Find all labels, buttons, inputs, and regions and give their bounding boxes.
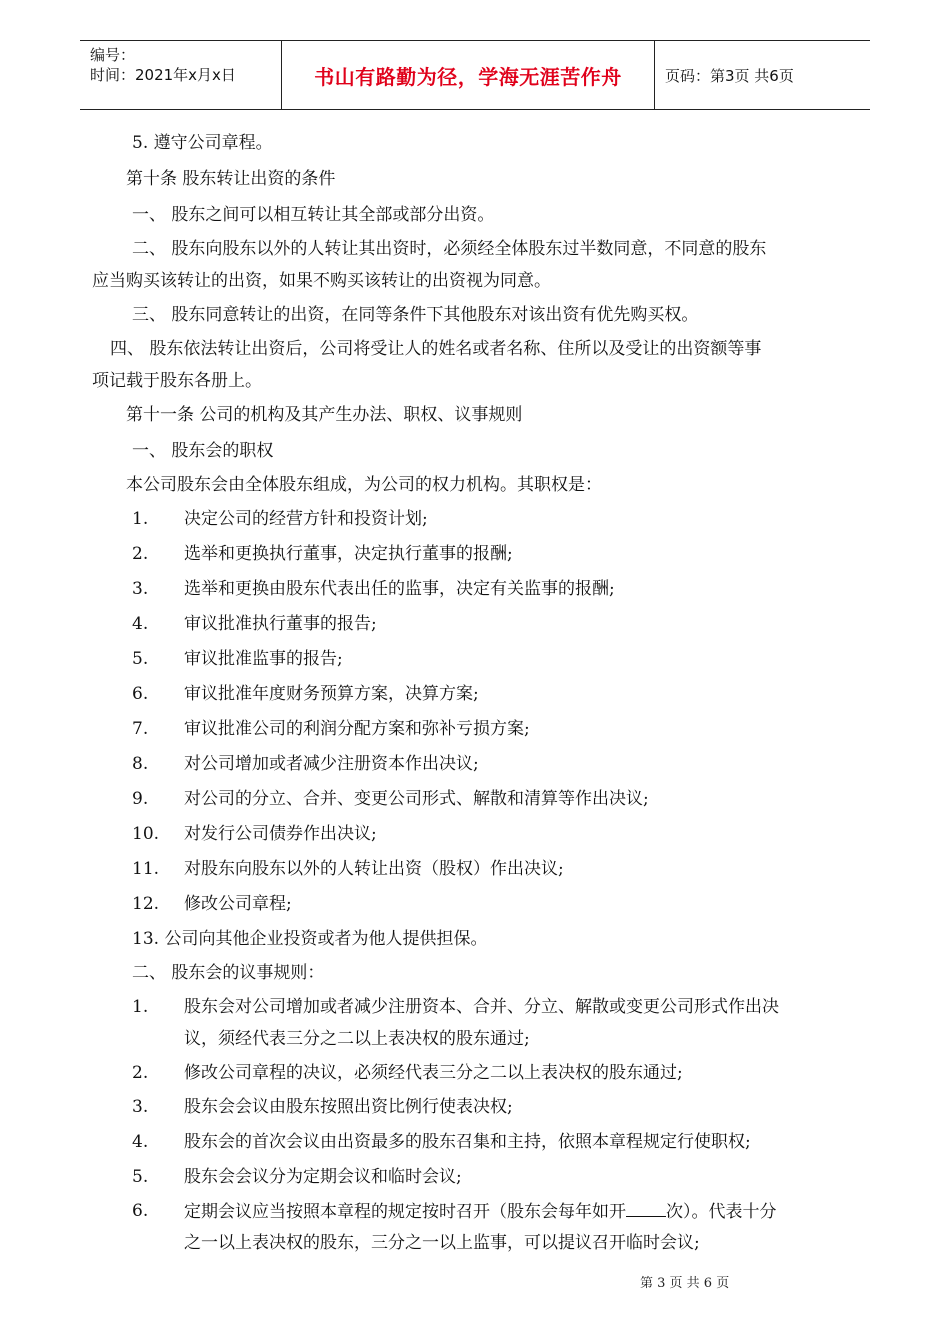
text-line: 三、 股东同意转让的出资，在同等条件下其他股东对该出资有优先购买权。 — [132, 305, 699, 325]
list-item: 股东会会议由股东按照出资比例行使表决权; — [184, 1097, 513, 1117]
list-item: 审议批准公司的利润分配方案和弥补亏损方案; — [184, 719, 530, 739]
header-motto: 书山有路勤为径，学海无涯苦作舟 — [282, 41, 655, 109]
list-item: 选举和更换由股东代表出任的监事，决定有关监事的报酬; — [184, 579, 615, 599]
list-number: 4. — [132, 1132, 149, 1152]
list-number: 3. — [132, 1097, 149, 1117]
list-item: 对发行公司债券作出决议; — [184, 824, 377, 844]
list-item-continuation: 议，须经代表三分之二以上表决权的股东通过; — [184, 1029, 530, 1049]
header-page-label: 页码：第3页 共6页 — [665, 66, 794, 85]
text-line: 四、 股东依法转让出资后，公司将受让人的姓名或者名称、住所以及受让的出资额等事 — [110, 339, 762, 359]
list-item-continuation: 之一以上表决权的股东，三分之一以上监事，可以提议召开临时会议; — [184, 1233, 700, 1253]
list-number: 6. — [132, 1201, 149, 1221]
list-item: 决定公司的经营方针和投资计划; — [184, 509, 428, 529]
list-number: 10. — [132, 824, 160, 844]
list-number: 4. — [132, 614, 149, 634]
list-number: 1. — [132, 997, 149, 1017]
text-line: 二、 股东向股东以外的人转让其出资时，必须经全体股东过半数同意，不同意的股东 — [132, 239, 767, 259]
header-meta-cell — [80, 41, 282, 109]
article-heading: 第十条 股东转让出资的条件 — [126, 169, 336, 189]
document-time-label: 时间：2021年x月x日 — [90, 66, 236, 84]
list-item: 对公司的分立、合并、变更公司形式、解散和清算等作出决议; — [184, 789, 649, 809]
list-item: 审议批准监事的报告; — [184, 649, 343, 669]
article-heading: 第十一条 公司的机构及其产生办法、职权、议事规则 — [126, 405, 523, 425]
list-item: 修改公司章程; — [184, 894, 292, 914]
page-header-table — [80, 40, 870, 110]
list-item — [184, 1200, 777, 1223]
list-number: 9. — [132, 789, 149, 809]
list-item: 股东会会议分为定期会议和临时会议; — [184, 1167, 462, 1187]
list-number: 2. — [132, 544, 149, 564]
list-item: 对公司增加或者减少注册资本作出决议; — [184, 754, 479, 774]
page-footer: 第 3 页 共 6 页 — [640, 1276, 730, 1291]
document-number-label: 编号： — [90, 46, 136, 64]
list-number: 5. — [132, 1167, 149, 1187]
text-line: 应当购买该转让的出资，如果不购买该转让的出资视为同意。 — [92, 271, 551, 291]
text-line: 5. 遵守公司章程。 — [132, 133, 273, 153]
list-number: 8. — [132, 754, 149, 774]
list-number: 3. — [132, 579, 149, 599]
list-number: 7. — [132, 719, 149, 739]
blank-underline — [626, 1200, 666, 1217]
text-line: 项记载于股东各册上。 — [92, 371, 262, 391]
list-item: 审议批准执行董事的报告; — [184, 614, 377, 634]
list-item: 对股东向股东以外的人转让出资（股权）作出决议; — [184, 859, 564, 879]
list-number: 11. — [132, 859, 160, 879]
list-item: 股东会对公司增加或者减少注册资本、合并、分立、解散或变更公司形式作出决 — [184, 997, 779, 1017]
text-line: 本公司股东会由全体股东组成，为公司的权力机构。其职权是： — [126, 475, 602, 495]
list-item: 修改公司章程的决议，必须经代表三分之二以上表决权的股东通过; — [184, 1063, 683, 1083]
text-line: 二、 股东会的议事规则： — [132, 963, 325, 983]
text-line: 一、 股东之间可以相互转让其全部或部分出资。 — [132, 205, 495, 225]
rule6-text-part1: 定期会议应当按照本章程的规定按时召开（股东会每年如开 — [184, 1202, 626, 1222]
list-number: 6. — [132, 684, 149, 704]
list-item: 审议批准年度财务预算方案，决算方案; — [184, 684, 479, 704]
list-number: 12. — [132, 894, 160, 914]
text-line: 13. 公司向其他企业投资或者为他人提供担保。 — [132, 929, 488, 949]
list-item: 选举和更换执行董事，决定执行董事的报酬; — [184, 544, 513, 564]
list-number: 2. — [132, 1063, 149, 1083]
list-item: 股东会的首次会议由出资最多的股东召集和主持，依照本章程规定行使职权; — [184, 1132, 751, 1152]
list-number: 1. — [132, 509, 149, 529]
list-number: 5. — [132, 649, 149, 669]
rule6-text-part2: 次）。代表十分 — [666, 1202, 777, 1222]
text-line: 一、 股东会的职权 — [132, 441, 274, 461]
